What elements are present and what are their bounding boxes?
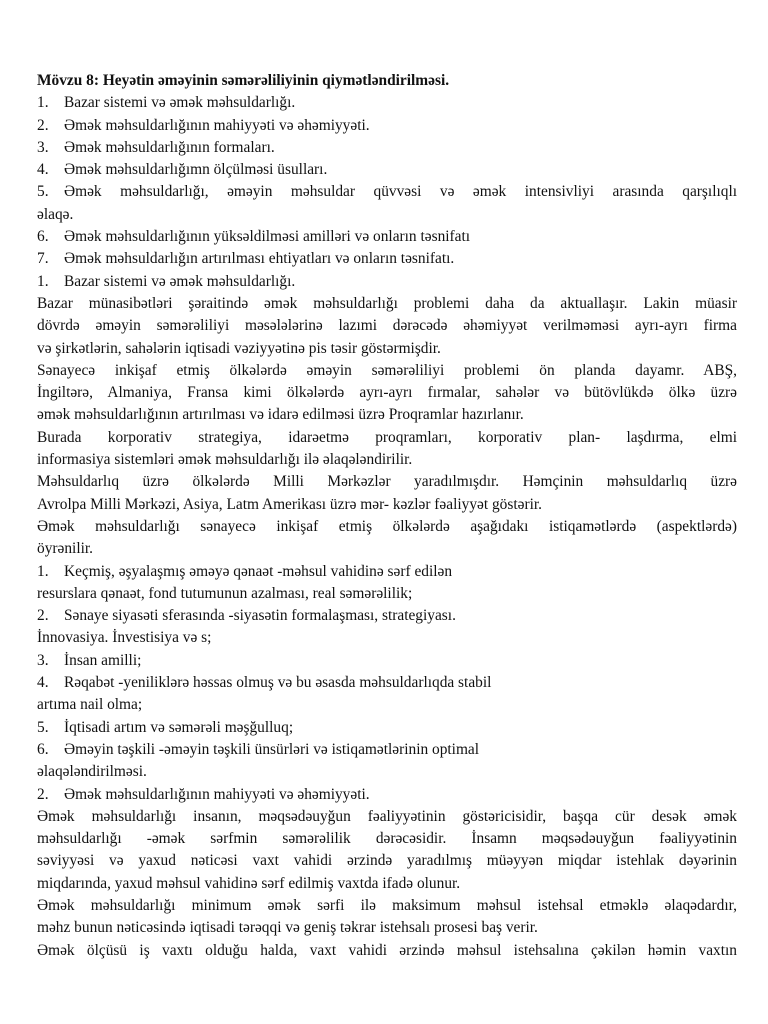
list-text: Sənaye siyasəti sferasında -siyasətin formalaşması, strategiyası. bbox=[64, 607, 456, 625]
section-heading bbox=[37, 271, 737, 293]
list-item bbox=[37, 561, 737, 583]
topic-item bbox=[37, 226, 737, 248]
list-item bbox=[37, 605, 737, 627]
list-item-continuation: artıma nail olma; bbox=[37, 696, 143, 714]
paragraph-line: Avrolpa Milli Mərkəzi, Asiya, Latm Amerikası üzrə mər- kəzlər fəaliyyət göstərir. bbox=[37, 495, 542, 513]
topic-text: Əmək məhsuldarlığımn ölçülməsi üsulları. bbox=[64, 161, 328, 179]
paragraph-line: səviyyəsi və yaxud nəticəsi vaxt vahidi ərzində yaradılmış müəyyən miqdar istehlak dəyərinin bbox=[37, 852, 737, 870]
paragraph-line: İngiltərə, Almaniya, Fransa kimi ölkələrdə ayrı-ayrı fırmalar, sahələr və bütövlükdə ölkə üzrə bbox=[37, 384, 737, 402]
topic-item bbox=[37, 159, 737, 181]
topic-item bbox=[37, 181, 737, 203]
topic-number: 6. bbox=[37, 228, 49, 246]
topic-number: 3. bbox=[37, 138, 49, 156]
paragraph-line: Əmək məhsuldarlığı insanın, məqsədəuyğun fəaliyyətinin göstəricisidir, başqa cür desək əmək bbox=[37, 807, 737, 825]
topic-item bbox=[37, 137, 737, 159]
section-number: 2. bbox=[37, 785, 49, 803]
list-number: 4. bbox=[37, 674, 49, 692]
list-number: 2. bbox=[37, 607, 49, 625]
paragraph-line: məhz bunun nəticəsində iqtisadi tərəqqi və geniş təkrar istehsalı prosesi baş verir. bbox=[37, 919, 538, 937]
list-text: İnsan amilli; bbox=[64, 651, 142, 669]
section-number: 1. bbox=[37, 272, 49, 290]
list-item bbox=[37, 717, 737, 739]
paragraph-line: öyrənilir. bbox=[37, 540, 93, 558]
topic-item bbox=[37, 248, 737, 270]
topic-text: Əmək məhsuldarlığının yüksəldilməsi amilləri və onların təsnifatı bbox=[64, 228, 471, 246]
paragraph-line: Bazar münasibətləri şəraitində əmək məhsuldarlığı problemi daha da aktuallaşır. Lakin müasir bbox=[37, 294, 737, 312]
topic-text: Əmək məhsuldarlığının mahiyyəti və əhəmiyyəti. bbox=[64, 116, 370, 134]
list-text: Əməyin təşkili -əməyin təşkili ünsürləri və istiqamətlərinin optimal bbox=[64, 740, 480, 758]
paragraph-line: Əmək ölçüsü iş vaxtı olduğu halda, vaxt vahidi ərzində məhsul istehsalına çəkilən həmin vaxtın bbox=[37, 941, 737, 959]
paragraph-line: Məhsuldarlıq üzrə ölkələrdə Milli Mərkəzlər yaradılmışdır. Həmçinin məhsuldarlıq üzrə bbox=[37, 473, 737, 491]
paragraph-line: əmək məhsuldarlığının artırılması və idarə edilməsi üzrə Proqramlar hazırlanır. bbox=[37, 406, 524, 424]
list-item bbox=[37, 672, 737, 694]
document-page bbox=[37, 70, 737, 962]
topic-text: Əmək məhsuldarlığın artırılması ehtiyatları və onların təsnifatı. bbox=[64, 250, 455, 268]
section-title: Bazar sistemi və əmək məhsuldarlığı. bbox=[64, 272, 296, 290]
topic-text: Əmək məhsuldarlığı, əməyin məhsuldar qüvvəsi və əmək intensivliyi arasında qarşılıqlı bbox=[64, 183, 737, 201]
paragraph-line: Burada korporativ strategiya, idarəetmə proqramları, korporativ plan- laşdırma, elmi bbox=[37, 428, 737, 446]
list-number: 3. bbox=[37, 651, 49, 669]
paragraph-line: və şirkətlərin, sahələrin iqtisadi vəziyyətinə pis təsir göstərmişdir. bbox=[37, 339, 441, 357]
list-text: İqtisadi artım və səmərəli məşğulluq; bbox=[64, 718, 294, 736]
list-number: 6. bbox=[37, 740, 49, 758]
section-2 bbox=[37, 784, 737, 962]
section-heading bbox=[37, 784, 737, 806]
list-item-continuation: resurslara qənaət, fond tutumunun azalması, real səmərəlilik; bbox=[37, 584, 413, 602]
list-text: Rəqabət -yeniliklərə həssas olmuş və bu əsasda məhsuldarlıqda stabil bbox=[64, 674, 492, 692]
paragraph-line: Əmək məhsuldarlığı minimum əmək sərfi ilə maksimum məhsul istehsal etməklə əlaqədardır, bbox=[37, 896, 737, 914]
paragraph bbox=[37, 895, 737, 940]
paragraph-line: Əmək məhsuldarlığı sənayecə inkişaf etmiş ölkələrdə aşağıdakı istiqamətlərdə (aspektlərdə) bbox=[37, 517, 737, 535]
topic-text: Əmək məhsuldarlığının formaları. bbox=[64, 138, 275, 156]
aspect-list bbox=[37, 561, 737, 784]
paragraph-line: məhsuldarlığı -əmək sərfmin səmərəlilik dərəcəsidir. İnsamn məqsədəuyğun fəaliyyətinin bbox=[37, 830, 737, 848]
paragraph bbox=[37, 360, 737, 427]
list-item bbox=[37, 739, 737, 761]
paragraph bbox=[37, 427, 737, 472]
list-item bbox=[37, 650, 737, 672]
list-number: 5. bbox=[37, 718, 49, 736]
list-text: Keçmiş, əşyalaşmış əməyə qənaət -məhsul vahidinə sərf edilən bbox=[64, 562, 453, 580]
paragraph-line: miqdarında, yaxud məhsul vahidinə sərf edilmiş vaxtda ifadə olunur. bbox=[37, 874, 461, 892]
topic-item bbox=[37, 92, 737, 114]
topic-list bbox=[37, 92, 737, 270]
topic-item bbox=[37, 115, 737, 137]
topic-number: 5. bbox=[37, 183, 49, 201]
paragraph-line: dövrdə əməyin səmərəliliyi məsələlərinə lazımi dərəcədə əhəmiyyət verilməməsi ayrı-ayrı firma bbox=[37, 317, 737, 335]
paragraph bbox=[37, 516, 737, 561]
list-number: 1. bbox=[37, 562, 49, 580]
paragraph-line: Sənayecə inkişaf etmiş ölkələrdə əməyin səmərəliliyi problemi ön planda dayamr. ABŞ, bbox=[37, 361, 737, 379]
section-1 bbox=[37, 271, 737, 784]
paragraph-line: informasiya sistemləri əmək məhsuldarlığı ilə əlaqələndirilir. bbox=[37, 451, 413, 469]
list-item-continuation: İnnovasiya. İnvestisiya və s; bbox=[37, 629, 212, 647]
paragraph bbox=[37, 293, 737, 360]
topic-number: 2. bbox=[37, 116, 49, 134]
topic-number: 4. bbox=[37, 161, 49, 179]
topic-item-continuation: əlaqə. bbox=[37, 205, 74, 223]
paragraph bbox=[37, 940, 737, 962]
document-title: Mövzu 8: Heyətin əməyinin səmərəliliyinin qiymətləndirilməsi. bbox=[37, 72, 450, 89]
paragraph bbox=[37, 471, 737, 516]
topic-number: 1. bbox=[37, 94, 49, 112]
paragraph bbox=[37, 806, 737, 895]
topic-number: 7. bbox=[37, 250, 49, 268]
section-title: Əmək məhsuldarlığının mahiyyəti və əhəmiyyəti. bbox=[64, 785, 370, 803]
topic-text: Bazar sistemi və əmək məhsuldarlığı. bbox=[64, 94, 296, 112]
list-item-continuation: əlaqələndirilməsi. bbox=[37, 763, 147, 781]
